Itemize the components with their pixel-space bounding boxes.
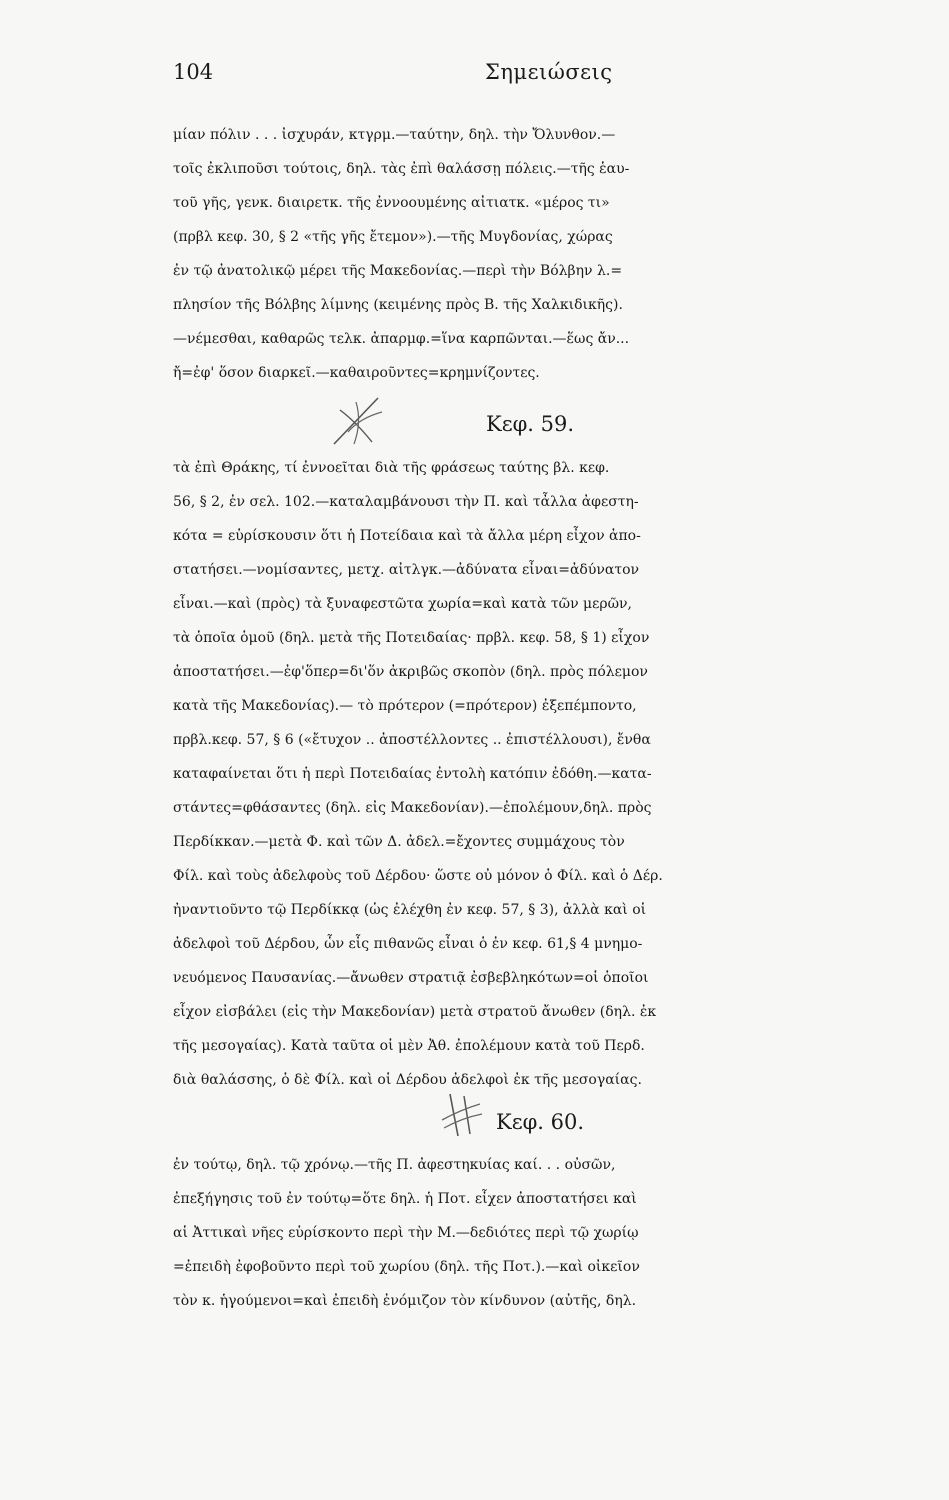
text-line: τῆς μεσογαίας). Κατὰ ταῦτα οἱ μὲν Ἀθ. ἐπολέμουν κατὰ τοῦ Περδ.: [173, 1038, 645, 1054]
text-line: ἐν τῷ ἀνατολικῷ μέρει τῆς Μακεδονίας.—περὶ τὴν Βόλβην λ.=: [173, 263, 623, 279]
text-line: ἀδελφοὶ τοῦ Δέρδου, ὧν εἷς πιθανῶς εἶναι ὁ ἐν κεφ. 61,§ 4 μνημο-: [173, 936, 643, 952]
text-line: εἶχον εἰσβάλει (εἰς τὴν Μακεδονίαν) μετὰ στρατοῦ ἄνωθεν (δηλ. ἐκ: [173, 1004, 657, 1020]
text-line: τὸν κ. ἡγούμενοι=καὶ ἐπειδὴ ἐνόμιζον τὸν κίνδυνον (αὐτῆς, δηλ.: [173, 1293, 637, 1309]
text-line: τὰ ὁποῖα ὁμοῦ (δηλ. μετὰ τῆς Ποτειδαίας· πρβλ. κεφ. 58, § 1) εἶχον: [173, 630, 650, 646]
text-line: αἱ Ἀττικαὶ νῆες εὑρίσκοντο περὶ τὴν Μ.—δεδιότες περὶ τῷ χωρίῳ: [173, 1225, 639, 1241]
text-line: τὰ ἐπὶ Θράκης, τί ἐννοεῖται διὰ τῆς φράσεως ταύτης βλ. κεφ.: [173, 460, 610, 476]
text-line: —νέμεσθαι, καθαρῶς τελκ. ἀπαρμφ.=ἵνα καρπῶνται.—ἕως ἄν...: [173, 331, 630, 347]
text-line: 56, § 2, ἐν σελ. 102.—καταλαμβάνουσι τὴν Π. καὶ τἆλλα ἀφεστη-: [173, 494, 639, 510]
chapter-59-heading: Κεφ. 59.: [486, 412, 575, 436]
chapter-60-heading: Κεφ. 60.: [496, 1110, 585, 1134]
pencil-cross-mark: [326, 392, 396, 450]
text-line: πλησίον τῆς Βόλβης λίμνης (κειμένης πρὸς Β. τῆς Χαλκιδικῆς).: [173, 297, 623, 313]
page-header: [173, 60, 773, 92]
text-line: στάντες=φθάσαντες (δηλ. εἰς Μακεδονίαν).—ἐπολέμουν,δηλ. πρὸς: [173, 800, 652, 816]
pencil-cross-mark: [436, 1090, 486, 1140]
text-line: εἶναι.—καὶ (πρὸς) τὰ ξυναφεστῶτα χωρία=καὶ κατὰ τῶν μερῶν,: [173, 596, 633, 612]
text-line: κατὰ τῆς Μακεδονίας).— τὸ πρότερον (=πρότερον) ἐξεπέμποντο,: [173, 698, 637, 714]
text-line: (πρβλ κεφ. 30, § 2 «τῆς γῆς ἔτεμον»).—τῆς Μυγδονίας, χώρας: [173, 229, 613, 245]
text-line: κότα = εὑρίσκουσιν ὅτι ἡ Ποτείδαια καὶ τὰ ἄλλα μέρη εἶχον ἀπο-: [173, 528, 641, 544]
text-line: στατήσει.—νομίσαντες, μετχ. αἰτλγκ.—ἀδύνατα εἶναι=ἀδύνατον: [173, 562, 640, 578]
page-number: 104: [173, 60, 214, 84]
text-line: τοῖς ἐκλιποῦσι τούτοις, δηλ. τὰς ἐπὶ θαλάσσῃ πόλεις.—τῆς ἑαυ-: [173, 161, 630, 177]
text-line: Φίλ. καὶ τοὺς ἀδελφοὺς τοῦ Δέρδου· ὥστε οὐ μόνον ὁ Φίλ. καὶ ὁ Δέρ.: [173, 868, 663, 884]
text-line: τοῦ γῆς, γενκ. διαιρετκ. τῆς ἐννοουμένης αἰτιατκ. «μέρος τι»: [173, 195, 610, 211]
text-line: πρβλ.κεφ. 57, § 6 («ἔτυχον .. ἀποστέλλοντες .. ἐπιστέλλουσι), ἔνθα: [173, 732, 651, 748]
text-line: ἤ=ἐφ' ὅσον διαρκεῖ.—καθαιροῦντες=κρημνίζοντες.: [173, 365, 540, 381]
text-line: καταφαίνεται ὅτι ἡ περὶ Ποτειδαίας ἐντολὴ κατόπιν ἐδόθη.—κατα-: [173, 766, 652, 782]
text-line: μίαν πόλιν . . . ἰσχυράν, κτγρμ.—ταύτην, δηλ. τὴν Ὄλυνθον.—: [173, 127, 616, 143]
text-line: διὰ θαλάσσης, ὁ δὲ Φίλ. καὶ οἱ Δέρδου ἀδελφοὶ ἐκ τῆς μεσογαίας.: [173, 1072, 642, 1088]
text-line: ἐπεξήγησις τοῦ ἐν τούτῳ=ὅτε δηλ. ἡ Ποτ. εἶχεν ἀποστατήσει καὶ: [173, 1191, 637, 1207]
running-title: Σημειώσεις: [485, 60, 613, 84]
text-line: =ἐπειδὴ ἐφοβοῦντο περὶ τοῦ χωρίου (δηλ. τῆς Ποτ.).—καὶ οἰκεῖον: [173, 1259, 640, 1275]
text-line: Περδίκκαν.—μετὰ Φ. καὶ τῶν Δ. ἀδελ.=ἔχοντες συμμάχους τὸν: [173, 834, 625, 850]
text-line: νευόμενος Παυσανίας.—ἄνωθεν στρατιᾷ ἐσβεβληκότων=οἱ ὁποῖοι: [173, 970, 649, 986]
text-line: ἀποστατήσει.—ἐφ'ὅπερ=δι'ὅν ἀκριβῶς σκοπὸν (δηλ. πρὸς πόλεμον: [173, 664, 648, 680]
text-line: ἠναντιοῦντο τῷ Περδίκκᾳ (ὡς ἐλέχθη ἐν κεφ. 57, § 3), ἀλλὰ καὶ οἱ: [173, 902, 647, 918]
text-line: ἐν τούτῳ, δηλ. τῷ χρόνῳ.—τῆς Π. ἀφεστηκυίας καί. . . οὐσῶν,: [173, 1157, 616, 1173]
